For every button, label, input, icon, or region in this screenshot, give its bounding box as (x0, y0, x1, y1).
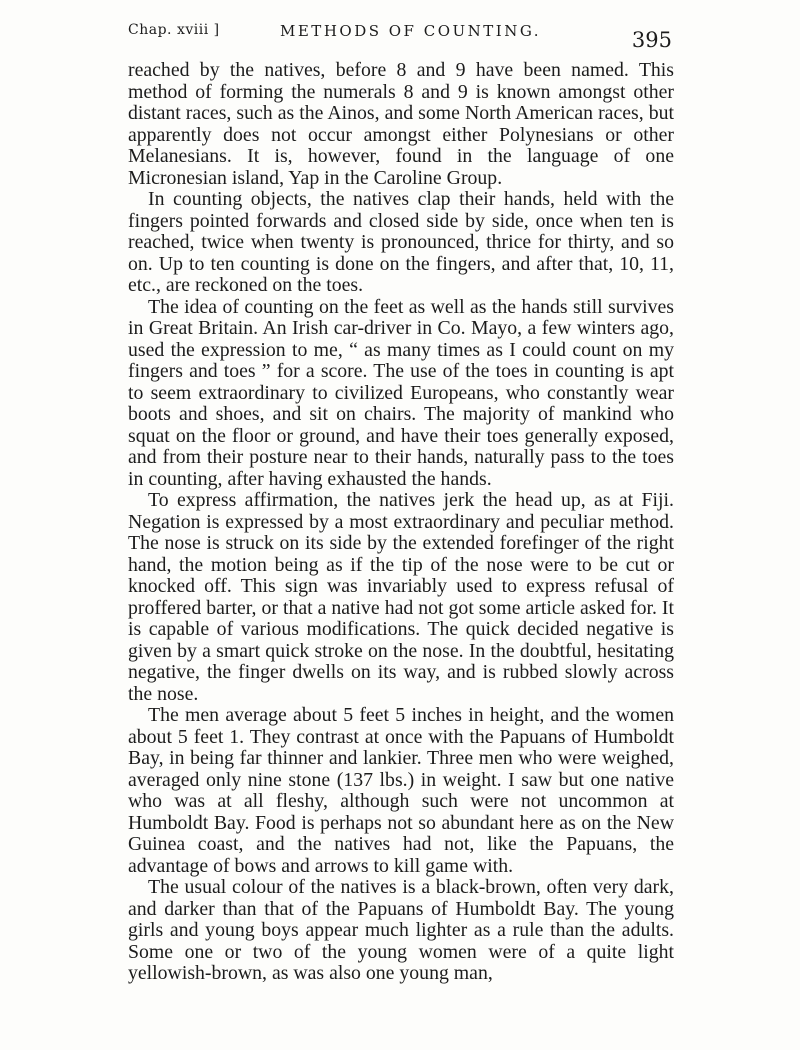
body-text (128, 60, 674, 985)
running-head (128, 18, 672, 52)
paragraph: In counting objects, the natives clap their hands, held with the fingers pointed forwards and closed side by side, once when ten is reached, twice when twenty is pronounced, thrice for thirty, and so on. Up to ten counting is done on the fingers, and after that, 10, 11, etc., are reckoned on the toes. (128, 188, 674, 296)
chapter-label: Chap. xviii ] (128, 22, 220, 38)
paragraph: The idea of counting on the feet as well as the hands still survives in Great Britain. An Irish car-driver in Co. Mayo, a few winters ago, used the expression to me, “ as many times as I could count on my fingers and toes ” for a score. The use of the toes in counting is apt to seem extraordinary to civilized Europeans, who constantly wear boots and shoes, and sit on chairs. The majority of mankind who squat on the floor or ground, and have their toes generally exposed, and from their posture near to their hands, naturally pass to the toes in counting, after having exhausted the hands. (128, 295, 674, 490)
paragraph: To express affirmation, the natives jerk the head up, as at Fiji. Negation is expressed by a most extraordinary and peculiar method. The nose is struck on its side by the extended forefinger of the right hand, the motion being as if the tip of the nose were to be cut or knocked off. This sign was invariably used to express refusal of proffered barter, or that a native had not got some article asked for. It is capable of various modifications. The quick decided negative is given by a smart quick stroke on the nose. In the doubtful, hesitating negative, the finger dwells on its way, and is rubbed slowly across the nose. (128, 489, 674, 705)
page-number: 395 (631, 28, 672, 52)
paragraph: reached by the natives, before 8 and 9 have been named. This method of forming the numerals 8 and 9 is known amongst other distant races, such as the Ainos, and some North American races, but apparently does not occur amongst either Polynesians or other Melanesians. It is, however, found in the language of one Micronesian island, Yap in the Caroline Group. (128, 59, 674, 189)
running-title: METHODS OF COUNTING. (280, 22, 542, 40)
paragraph: The usual colour of the natives is a black-brown, often very dark, and darker than that of the Papuans of Humboldt Bay. The young girls and young boys appear much lighter as a rule than the adults. Some one or two of the young women were of a quite light yellowish-brown, as was also one young man, (128, 876, 674, 984)
paragraph: The men average about 5 feet 5 inches in height, and the women about 5 feet 1. They contrast at once with the Papuans of Humboldt Bay, in being far thinner and lankier. Three men who were weighed, averaged only nine stone (137 lbs.) in weight. I saw but one native who was at all fleshy, although such were not uncommon at Humboldt Bay. Food is perhaps not so abundant here as on the New Guinea coast, and the natives had not, like the Papuans, the advantage of bows and arrows to kill game with. (128, 704, 674, 877)
